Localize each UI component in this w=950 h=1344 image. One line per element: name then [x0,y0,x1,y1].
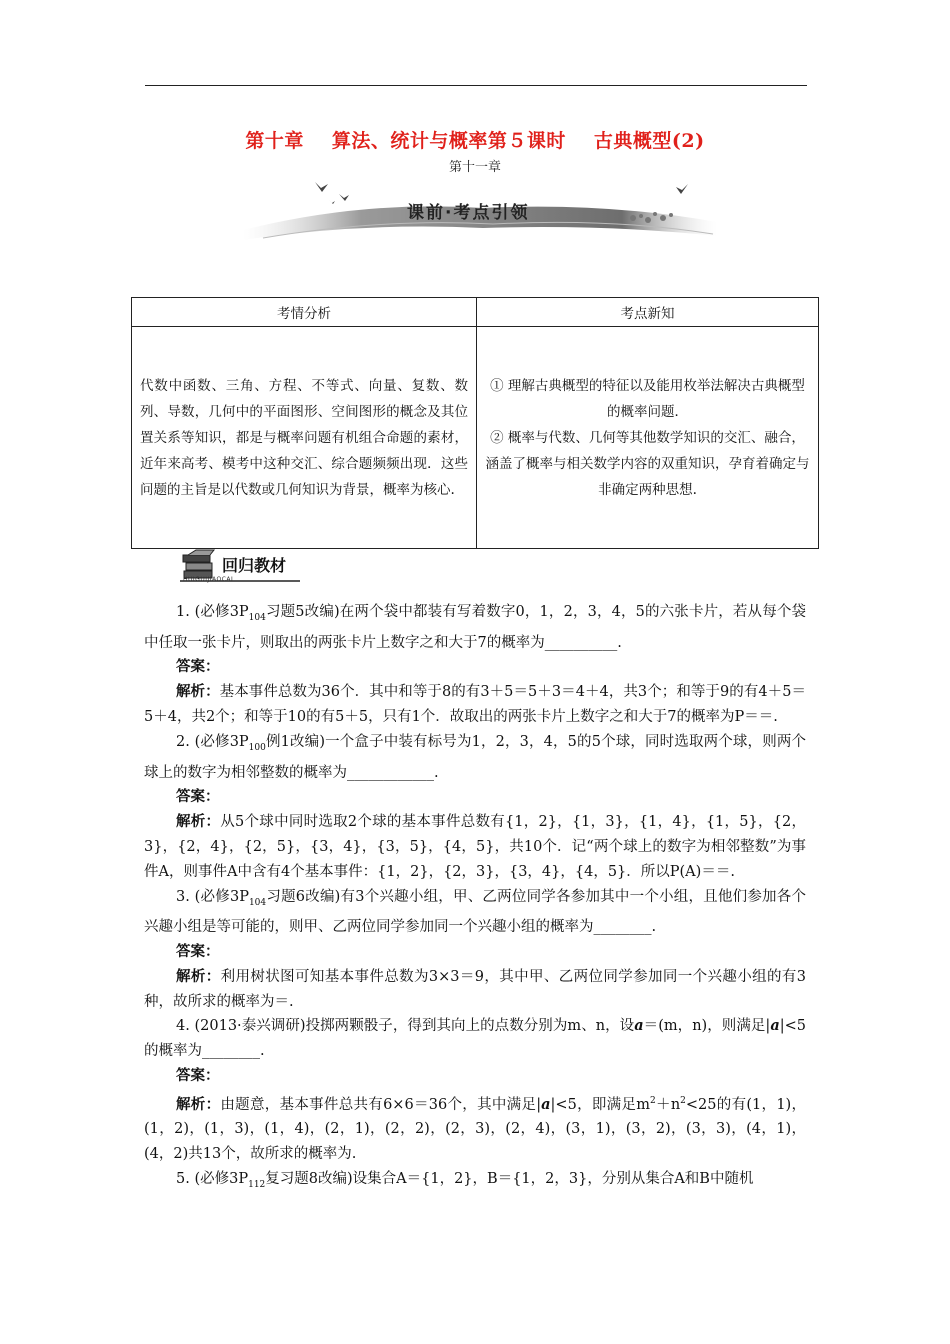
top-rule [145,85,807,86]
page-title [0,126,950,153]
problem-1: 1. (必修$3P_{104}$习题5改编)在两个袋中都装有写着数字0，1，2，3，4，5的六张卡片，若从每个袋中任取一张卡片，则取出的两张卡片上数字之和大于7的概率为__________. [144,604,806,651]
table-row [132,327,819,549]
section-title: 回归教材 [222,556,287,575]
answer-label-1: 答案： [176,658,220,676]
analysis-cell: 代数中函数、三角、方程、不等式、向量、复数、数列、导数，几何中的平面图形、空间图形的概念及其位置关系等知识，都是与概率问题有机组合命题的素材，近年来高考、模考中这种交汇、综合题频频出现．这些问题的主旨是以代数或几何知识为背景，概率为核心. [132,327,477,549]
exam-analysis-table [131,297,819,549]
problem-5: 5. (必修$3P_{112}$复习题8改编)设集合A＝{1，2}，B＝{1，2，3}，分别从集合A和B中随机 [176,1171,754,1190]
problem-4: 4. (2013·泰兴调研)投掷两颗骰子，得到其向上的点数分别为m、n，设a＝(m，n)，则满足|a|<5的概率为________. [144,1017,806,1060]
knowledge-point-1: ① 理解古典概型的特征以及能用枚举法解决古典概型的概率问题． [490,377,805,420]
answer-label-4: 答案： [176,1067,220,1085]
answer-label-2: 答案： [176,788,220,806]
analysis-2: 解析：从5个球中同时选取2个球的基本事件总数有{1，2}，{1，3}，{1，4}，{1，5}，{2，3}，{2，4}，{2，5}，{3，4}，{3，5}，{4，5}，共10个．记“两个球上的数字为相邻整数”为事件A，则事件A中含有4个基本事件：{1，2}，{2，3}，{3，4}，{4，5}．所以P(A)＝＝. [144,813,806,880]
banner-title: 课前·考点引领 [407,203,530,223]
page-subtitle: 第十一章 [448,160,501,175]
problem-2: 2. (必修$3P_{100}$例1改编)一个盒子中装有标号为1，2，3，4，5的5个球，同时选取两个球，则两个球上的数字为相邻整数的概率为____________. [144,733,806,781]
analysis-1: 解析：基本事件总数为36个．其中和等于8的有3＋5＝5＋3＝4＋4，共3个；和等于9的有4＋5＝5＋4，共2个；和等于10的有5＋5，只有1个．故取出的两张卡片上数字之和大于7的概率为P＝＝. [144,683,806,726]
analysis-4: 解析：由题意，基本事件总共有6×6＝36个，其中满足|a|<5，即满足$m^2+n^2<25$的有(1，1)，(1，2)，(1，3)，(1，4)，(2，1)，(2，2)，(2，3)，(2，4)，(3，1)，(3，2)，(3，3)，(4，1)，(4，2)共13个，故所求的概率为. [144,1095,806,1163]
table-header-row [132,298,819,327]
analysis-3: 解析：利用树状图可知基本事件总数为3×3＝9，其中甲、乙两位同学参加同一个兴趣小组的有3种，故所求的概率为＝. [144,967,806,1010]
section-subtitle: HUIGUIJIAOCAI [183,576,234,583]
problem-list [144,600,806,1198]
answer-label-3: 答案： [176,943,220,961]
chapter-label: 第十章 [245,130,304,152]
col-header-new-knowledge: 考点新知 [477,298,819,327]
knowledge-point-2: ② 概率与代数、几何等其他数学知识的交汇、融合，涵盖了概率与相关数学内容的双重知识，孕育着确定与非确定两种思想. [485,429,810,498]
lesson-title: 算法、统计与概率第５课时 [331,130,566,152]
col-header-analysis: 考情分析 [132,298,477,327]
problem-3: 3. (必修$3P_{104}$习题6改编)有3个兴趣小组，甲、乙两位同学各参加其中一个小组，且他们参加各个兴趣小组是等可能的，则甲、乙两位同学参加同一个兴趣小组的概率为________. [144,888,806,936]
knowledge-cell [477,327,819,549]
topic-title: 古典概型(2) [593,130,705,152]
